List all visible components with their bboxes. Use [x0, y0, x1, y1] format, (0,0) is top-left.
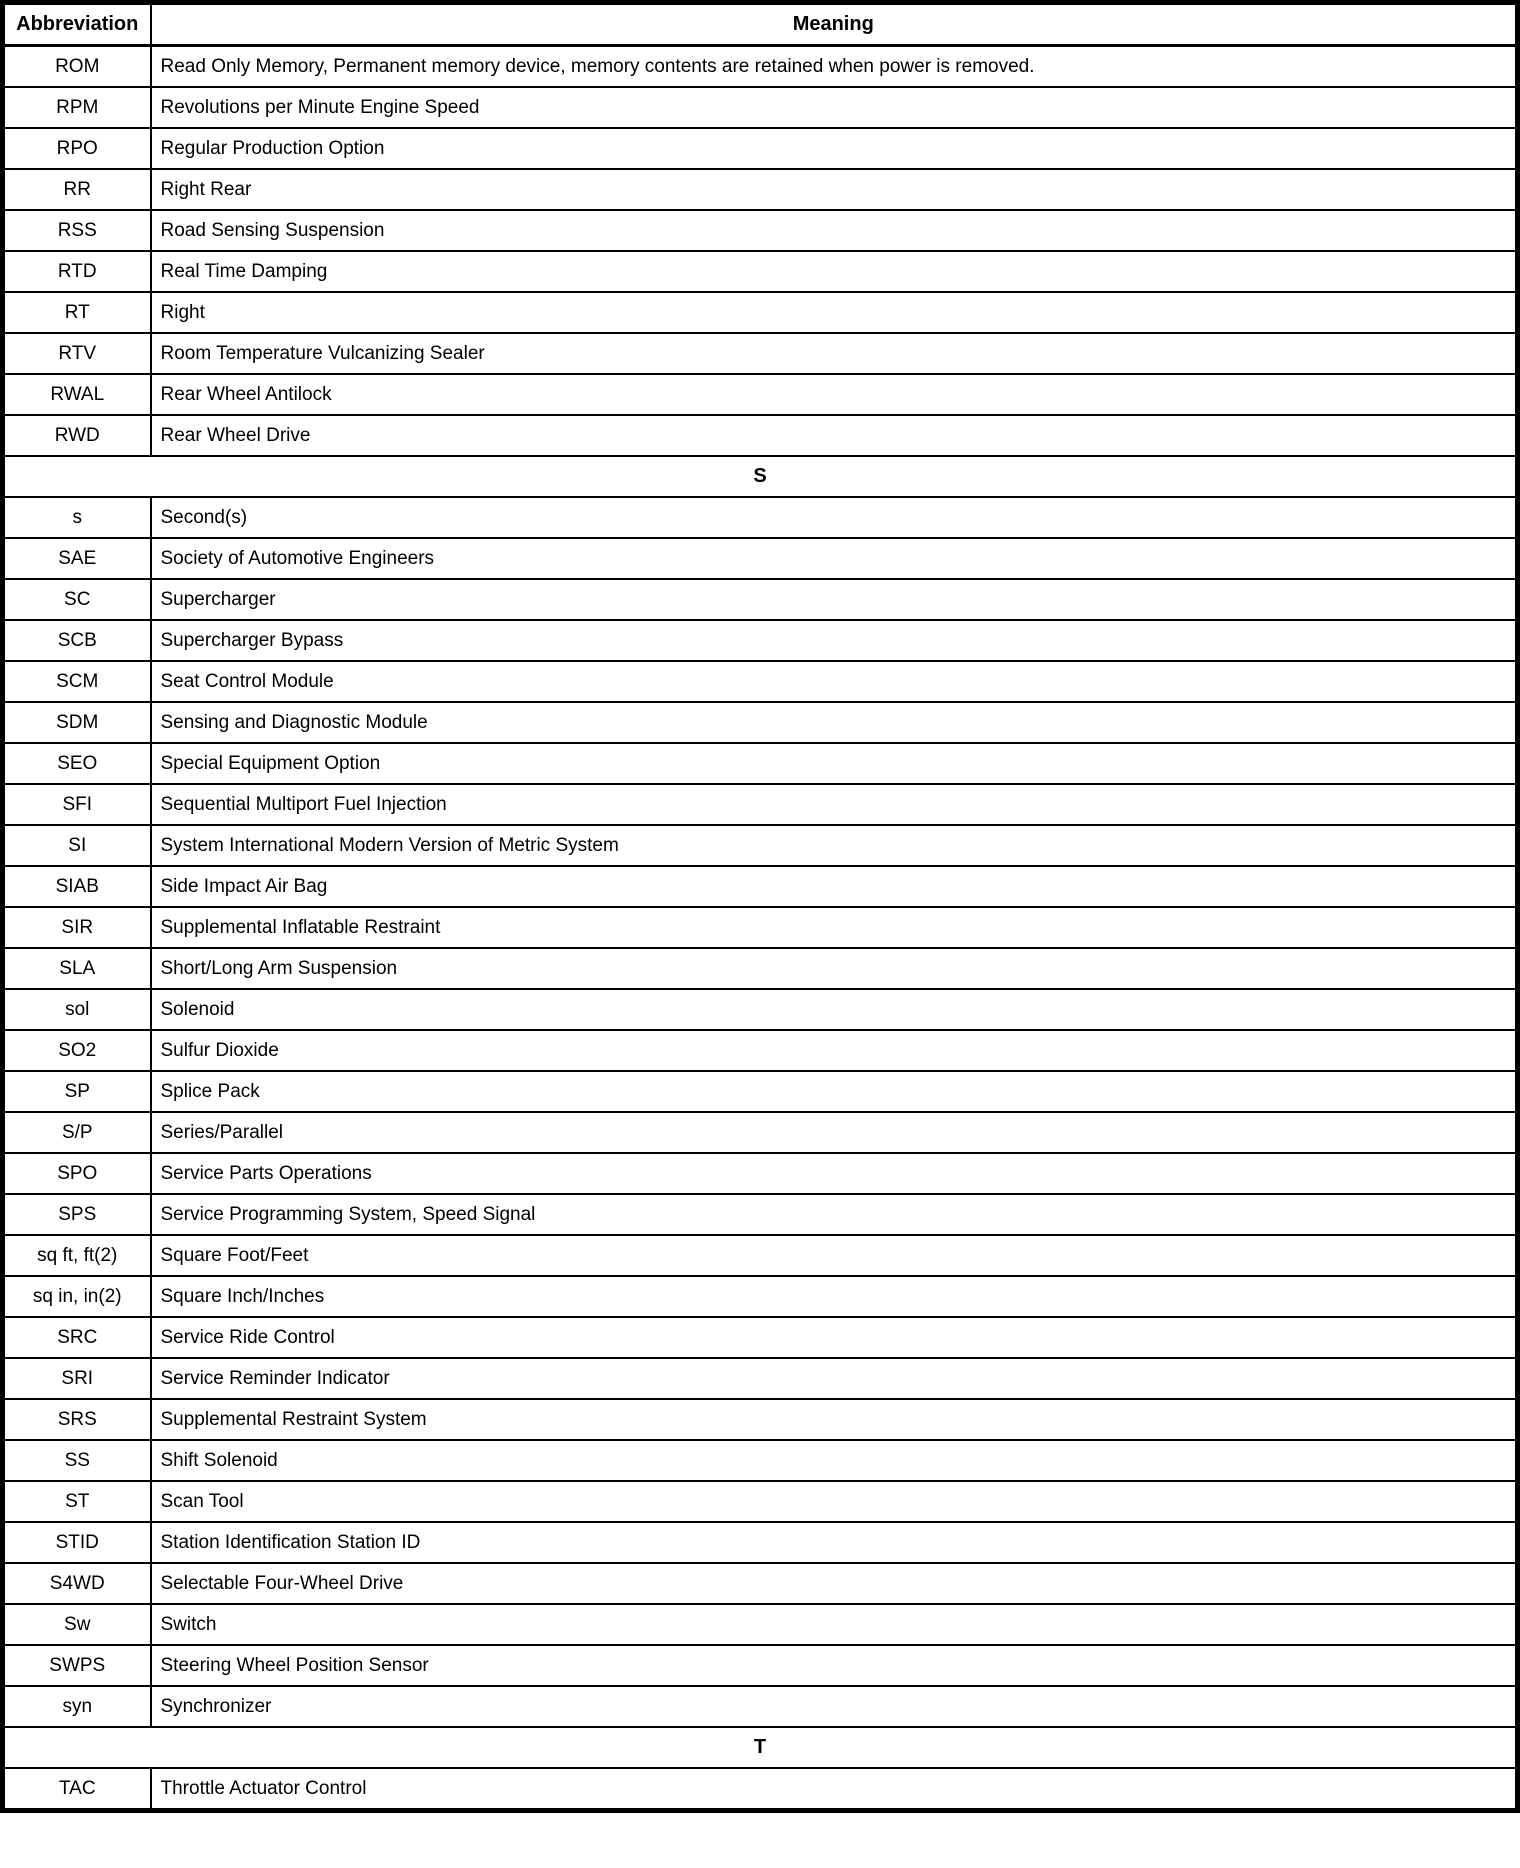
table-header [3, 3, 1518, 46]
table-row [3, 1317, 1518, 1358]
meaning-cell: Supplemental Inflatable Restraint [151, 907, 1518, 948]
meaning-cell: Synchronizer [151, 1686, 1518, 1727]
table-row [3, 620, 1518, 661]
abbreviation-cell: RT [3, 292, 151, 333]
meaning-cell: Throttle Actuator Control [151, 1768, 1518, 1811]
abbreviation-cell: SCM [3, 661, 151, 702]
section-row [3, 456, 1518, 497]
table-row [3, 1194, 1518, 1235]
abbreviation-cell: SC [3, 579, 151, 620]
table-row [3, 1768, 1518, 1811]
table-row [3, 907, 1518, 948]
abbreviation-cell: sol [3, 989, 151, 1030]
meaning-cell: Service Parts Operations [151, 1153, 1518, 1194]
abbreviation-cell: Sw [3, 1604, 151, 1645]
meaning-cell: Switch [151, 1604, 1518, 1645]
table-row [3, 374, 1518, 415]
abbreviation-cell: RTD [3, 251, 151, 292]
table-row [3, 1399, 1518, 1440]
abbreviation-cell: SRS [3, 1399, 151, 1440]
meaning-cell: Rear Wheel Drive [151, 415, 1518, 456]
abbreviation-cell: SCB [3, 620, 151, 661]
abbreviation-cell: RWD [3, 415, 151, 456]
table-row [3, 579, 1518, 620]
table-row [3, 1030, 1518, 1071]
table-row [3, 989, 1518, 1030]
table-row [3, 1358, 1518, 1399]
abbreviation-cell: RSS [3, 210, 151, 251]
table-row [3, 210, 1518, 251]
table-row [3, 169, 1518, 210]
meaning-cell: Revolutions per Minute Engine Speed [151, 87, 1518, 128]
meaning-cell: Read Only Memory, Permanent memory device, memory contents are retained when power is removed. [151, 46, 1518, 88]
abbreviation-cell: SLA [3, 948, 151, 989]
meaning-cell: Right [151, 292, 1518, 333]
meaning-cell: Series/Parallel [151, 1112, 1518, 1153]
meaning-cell: Sensing and Diagnostic Module [151, 702, 1518, 743]
meaning-cell: Room Temperature Vulcanizing Sealer [151, 333, 1518, 374]
abbreviation-cell: SEO [3, 743, 151, 784]
table-row [3, 415, 1518, 456]
abbreviation-cell: SRI [3, 1358, 151, 1399]
table-row [3, 292, 1518, 333]
abbreviation-cell: SI [3, 825, 151, 866]
meaning-cell: Regular Production Option [151, 128, 1518, 169]
section-label: S [3, 456, 1518, 497]
abbreviation-cell: ROM [3, 46, 151, 88]
meaning-cell: Road Sensing Suspension [151, 210, 1518, 251]
table-row [3, 866, 1518, 907]
abbreviation-table-body [3, 46, 1518, 1811]
abbreviation-cell: RR [3, 169, 151, 210]
table-row [3, 251, 1518, 292]
abbreviation-cell: SAE [3, 538, 151, 579]
meaning-cell: Scan Tool [151, 1481, 1518, 1522]
abbreviation-cell: TAC [3, 1768, 151, 1811]
meaning-cell: Station Identification Station ID [151, 1522, 1518, 1563]
meaning-cell: Sulfur Dioxide [151, 1030, 1518, 1071]
abbreviation-cell: ST [3, 1481, 151, 1522]
meaning-cell: Short/Long Arm Suspension [151, 948, 1518, 989]
abbreviation-cell: SPO [3, 1153, 151, 1194]
table-row [3, 702, 1518, 743]
abbreviation-cell: RWAL [3, 374, 151, 415]
table-row [3, 1153, 1518, 1194]
table-row [3, 333, 1518, 374]
abbreviation-cell: SFI [3, 784, 151, 825]
table-row [3, 1481, 1518, 1522]
abbreviation-cell: SP [3, 1071, 151, 1112]
section-row [3, 1727, 1518, 1768]
meaning-cell: Sequential Multiport Fuel Injection [151, 784, 1518, 825]
abbreviation-cell: SPS [3, 1194, 151, 1235]
abbreviation-cell: SS [3, 1440, 151, 1481]
meaning-cell: Side Impact Air Bag [151, 866, 1518, 907]
table-row [3, 784, 1518, 825]
table-row [3, 1440, 1518, 1481]
meaning-cell: Solenoid [151, 989, 1518, 1030]
abbreviation-cell: SRC [3, 1317, 151, 1358]
abbreviation-cell: sq in, in(2) [3, 1276, 151, 1317]
meaning-cell: Special Equipment Option [151, 743, 1518, 784]
meaning-cell: Square Foot/Feet [151, 1235, 1518, 1276]
table-row [3, 948, 1518, 989]
meaning-cell: Second(s) [151, 497, 1518, 538]
table-row [3, 1071, 1518, 1112]
abbreviation-cell: RPO [3, 128, 151, 169]
meaning-cell: Shift Solenoid [151, 1440, 1518, 1481]
meaning-cell: Seat Control Module [151, 661, 1518, 702]
table-row [3, 661, 1518, 702]
meaning-cell: Rear Wheel Antilock [151, 374, 1518, 415]
table-row [3, 46, 1518, 88]
meaning-cell: Right Rear [151, 169, 1518, 210]
section-label: T [3, 1727, 1518, 1768]
abbreviation-cell: SIAB [3, 866, 151, 907]
abbreviation-cell: SDM [3, 702, 151, 743]
abbreviation-cell: sq ft, ft(2) [3, 1235, 151, 1276]
abbreviation-cell: SO2 [3, 1030, 151, 1071]
meaning-cell: Society of Automotive Engineers [151, 538, 1518, 579]
header-row [3, 3, 1518, 46]
meaning-cell: System International Modern Version of Metric System [151, 825, 1518, 866]
table-row [3, 128, 1518, 169]
meaning-cell: Supercharger Bypass [151, 620, 1518, 661]
abbreviation-cell: RTV [3, 333, 151, 374]
table-row [3, 497, 1518, 538]
table-row [3, 825, 1518, 866]
meaning-column-header: Meaning [151, 3, 1518, 46]
meaning-cell: Selectable Four-Wheel Drive [151, 1563, 1518, 1604]
meaning-cell: Supplemental Restraint System [151, 1399, 1518, 1440]
abbreviation-cell: RPM [3, 87, 151, 128]
table-row [3, 1276, 1518, 1317]
meaning-cell: Service Reminder Indicator [151, 1358, 1518, 1399]
abbreviation-cell: S4WD [3, 1563, 151, 1604]
meaning-cell: Supercharger [151, 579, 1518, 620]
table-row [3, 1522, 1518, 1563]
abbreviation-cell: s [3, 497, 151, 538]
table-row [3, 743, 1518, 784]
meaning-cell: Steering Wheel Position Sensor [151, 1645, 1518, 1686]
abbreviation-cell: syn [3, 1686, 151, 1727]
abbreviation-cell: SIR [3, 907, 151, 948]
table-row [3, 1563, 1518, 1604]
abbreviation-cell: SWPS [3, 1645, 151, 1686]
meaning-cell: Splice Pack [151, 1071, 1518, 1112]
table-row [3, 538, 1518, 579]
table-row [3, 1604, 1518, 1645]
meaning-cell: Service Ride Control [151, 1317, 1518, 1358]
abbreviation-column-header: Abbreviation [3, 3, 151, 46]
abbreviation-cell: S/P [3, 1112, 151, 1153]
table-row [3, 1686, 1518, 1727]
table-row [3, 1645, 1518, 1686]
meaning-cell: Square Inch/Inches [151, 1276, 1518, 1317]
meaning-cell: Real Time Damping [151, 251, 1518, 292]
table-row [3, 1112, 1518, 1153]
table-row [3, 87, 1518, 128]
table-row [3, 1235, 1518, 1276]
abbreviation-cell: STID [3, 1522, 151, 1563]
meaning-cell: Service Programming System, Speed Signal [151, 1194, 1518, 1235]
